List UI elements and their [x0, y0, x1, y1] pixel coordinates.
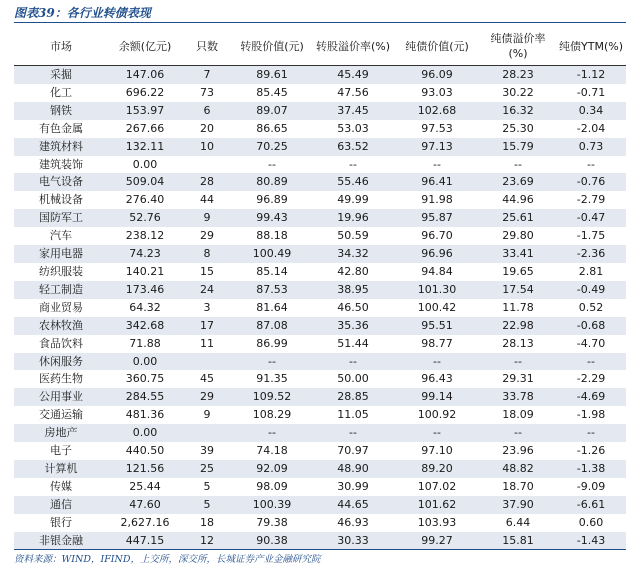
cell-count: 39 [200, 444, 214, 458]
cell-balance: 0.00 [108, 424, 182, 442]
cell-market: 家用电器 [14, 245, 108, 263]
cell-bond-ytm: -- [556, 424, 626, 442]
cell-conversion-value: 89.07 [232, 102, 312, 120]
cell-count [182, 156, 232, 174]
header-count: 只数 [182, 27, 232, 66]
cell-balance: 447.15 [108, 532, 182, 550]
cell-bond-premium: 33.78 [480, 388, 556, 406]
title-rule [14, 22, 626, 23]
cell-bond-ytm: -1.12 [556, 66, 626, 84]
cell-bond-ytm: -1.98 [576, 408, 606, 422]
cell-market: 交通运输 [39, 408, 83, 422]
cell-bond-value: 89.20 [394, 460, 480, 478]
cell-conversion-value: 87.08 [232, 317, 312, 335]
cell-conversion-premium: 46.50 [337, 300, 369, 314]
cell-bond-ytm: -6.61 [556, 496, 626, 514]
cell-bond-premium: 29.80 [502, 229, 534, 243]
cell-bond-value: 99.27 [394, 532, 480, 550]
cell-balance: 360.75 [125, 372, 165, 386]
header-conversion-premium: 转股溢价率(%) [312, 27, 394, 66]
cell-balance: 509.04 [108, 173, 182, 191]
cell-bond-value: 98.77 [421, 336, 453, 350]
cell-count: 29 [182, 388, 232, 406]
cell-count: 8 [182, 245, 232, 263]
cell-conversion-premium: 34.32 [312, 245, 394, 263]
cell-bond-value: 97.13 [394, 138, 480, 156]
cell-balance: 173.46 [108, 281, 182, 299]
table-row [14, 317, 626, 335]
cell-conversion-value: 90.38 [232, 532, 312, 550]
cell-bond-ytm: -0.76 [556, 173, 626, 191]
cell-market: 电气设备 [14, 173, 108, 191]
cell-bond-premium: -- [480, 424, 556, 442]
cell-bond-value: 97.10 [421, 444, 453, 458]
cell-bond-value: 96.09 [394, 66, 480, 84]
cell-bond-value: 96.96 [394, 245, 480, 263]
cell-bond-ytm: -4.69 [556, 388, 626, 406]
cell-market: 食品饮料 [39, 336, 83, 350]
cell-bond-ytm: -2.79 [576, 193, 606, 207]
header-bond-premium [480, 27, 556, 66]
cell-conversion-premium: 30.33 [312, 532, 394, 550]
cell-bond-ytm: -- [556, 353, 626, 371]
table-row [14, 353, 626, 371]
cell-bond-premium: -- [480, 353, 556, 371]
industry-bond-table [14, 27, 626, 550]
cell-bond-premium: 11.78 [502, 300, 534, 314]
table-row [14, 388, 626, 406]
cell-bond-premium: 23.69 [480, 173, 556, 191]
cell-conversion-premium: -- [349, 157, 357, 171]
cell-balance: 25.44 [129, 479, 161, 493]
cell-bond-premium: 15.81 [480, 532, 556, 550]
cell-balance: 238.12 [125, 229, 165, 243]
table-row [14, 496, 626, 514]
cell-bond-premium: 18.70 [502, 479, 534, 493]
cell-balance: 2,627.16 [120, 515, 170, 529]
cell-bond-premium: 29.31 [502, 372, 534, 386]
cell-conversion-value: 108.29 [252, 408, 292, 422]
header-conversion-value: 转股价值(元) [232, 27, 312, 66]
cell-bond-ytm: -0.47 [556, 209, 626, 227]
cell-bond-premium: 33.41 [480, 245, 556, 263]
cell-bond-value: 94.84 [421, 264, 453, 278]
table-row [14, 84, 626, 102]
cell-bond-premium: 48.82 [480, 460, 556, 478]
cell-conversion-value: 98.09 [256, 479, 288, 493]
table-row [14, 263, 626, 281]
cell-bond-value: 100.42 [417, 300, 457, 314]
cell-conversion-premium: 45.49 [312, 66, 394, 84]
cell-balance: 64.32 [129, 300, 161, 314]
cell-bond-premium: 28.23 [480, 66, 556, 84]
cell-bond-value: 102.68 [394, 102, 480, 120]
cell-market: 国防军工 [14, 209, 108, 227]
cell-bond-premium: 22.98 [480, 317, 556, 335]
cell-bond-ytm: -9.09 [576, 479, 606, 493]
cell-conversion-value: -- [268, 157, 276, 171]
cell-conversion-value: 99.43 [232, 209, 312, 227]
cell-market: 公用事业 [14, 388, 108, 406]
cell-bond-premium: -- [514, 157, 522, 171]
cell-conversion-premium: 63.52 [312, 138, 394, 156]
cell-conversion-value: 100.39 [232, 496, 312, 514]
cell-balance: 342.68 [108, 317, 182, 335]
cell-bond-premium: 25.30 [502, 121, 534, 135]
table-row [14, 138, 626, 156]
cell-conversion-value: 109.52 [232, 388, 312, 406]
cell-bond-value: -- [433, 157, 441, 171]
cell-bond-value: 103.93 [417, 515, 457, 529]
cell-bond-value: 93.03 [421, 85, 453, 99]
cell-conversion-premium: 11.05 [337, 408, 369, 422]
cell-conversion-premium: 35.36 [312, 317, 394, 335]
cell-bond-ytm: -0.49 [556, 281, 626, 299]
cell-balance: 0.00 [132, 157, 158, 171]
table-row [14, 120, 626, 138]
cell-market: 房地产 [14, 424, 108, 442]
cell-conversion-value: 96.89 [256, 193, 288, 207]
cell-conversion-premium: 70.97 [337, 444, 369, 458]
cell-bond-value: 101.30 [394, 281, 480, 299]
cell-market: 商业贸易 [39, 300, 83, 314]
cell-count: 5 [203, 479, 211, 493]
cell-bond-ytm: -1.26 [576, 444, 606, 458]
table-row [14, 406, 626, 424]
cell-balance: 481.36 [125, 408, 165, 422]
cell-bond-ytm: -1.43 [556, 532, 626, 550]
cell-bond-value: 96.43 [421, 372, 453, 386]
cell-conversion-value: -- [232, 353, 312, 371]
cell-conversion-value: 80.89 [232, 173, 312, 191]
cell-bond-ytm: 0.73 [556, 138, 626, 156]
cell-bond-ytm: -4.70 [576, 336, 606, 350]
cell-bond-premium: 6.44 [505, 515, 531, 529]
cell-bond-value: 99.14 [394, 388, 480, 406]
table-row [14, 532, 626, 550]
cell-market: 化工 [50, 85, 72, 99]
cell-bond-ytm: 0.52 [578, 300, 604, 314]
cell-bond-value: 95.51 [394, 317, 480, 335]
table-row [14, 335, 626, 353]
table-row [14, 209, 626, 227]
cell-count: 45 [200, 372, 214, 386]
cell-count: 73 [200, 85, 214, 99]
cell-conversion-premium: -- [312, 353, 394, 371]
cell-count: 9 [203, 408, 211, 422]
cell-count: 7 [182, 66, 232, 84]
cell-count: 11 [200, 336, 214, 350]
cell-bond-premium: 16.32 [480, 102, 556, 120]
table-row [14, 281, 626, 299]
table-body [14, 66, 626, 550]
cell-count: 5 [182, 496, 232, 514]
cell-count: 17 [182, 317, 232, 335]
cell-count: 44 [200, 193, 214, 207]
cell-market: 银行 [50, 515, 72, 529]
cell-market: 医药生物 [39, 372, 83, 386]
cell-conversion-value: 100.49 [232, 245, 312, 263]
cell-conversion-value: 81.64 [256, 300, 288, 314]
header-bond-value: 纯债价值(元) [394, 27, 480, 66]
cell-bond-ytm: -- [587, 157, 595, 171]
cell-balance: 71.88 [129, 336, 161, 350]
cell-conversion-premium: 51.44 [337, 336, 369, 350]
cell-count: 18 [200, 515, 214, 529]
table-row [14, 173, 626, 191]
cell-balance: 276.40 [125, 193, 165, 207]
cell-bond-value: -- [394, 353, 480, 371]
cell-conversion-premium: 47.56 [337, 85, 369, 99]
cell-market: 计算机 [14, 460, 108, 478]
cell-bond-premium: 37.90 [480, 496, 556, 514]
table-row [14, 156, 626, 174]
cell-conversion-value: 74.18 [256, 444, 288, 458]
table-row [14, 442, 626, 460]
header-row [14, 27, 626, 66]
cell-count: 28 [182, 173, 232, 191]
cell-market: 休闲服务 [14, 353, 108, 371]
cell-balance: 153.97 [108, 102, 182, 120]
cell-conversion-value: 92.09 [232, 460, 312, 478]
cell-count: 6 [182, 102, 232, 120]
table-row [14, 299, 626, 317]
cell-balance: 121.56 [108, 460, 182, 478]
table-row [14, 227, 626, 245]
cell-conversion-value: 87.53 [232, 281, 312, 299]
table-row [14, 191, 626, 209]
cell-market: 电子 [50, 444, 72, 458]
cell-bond-ytm: 2.81 [578, 264, 604, 278]
cell-market: 农林牧渔 [14, 317, 108, 335]
cell-count: 29 [200, 229, 214, 243]
cell-count: 15 [200, 264, 214, 278]
table-row [14, 514, 626, 532]
cell-balance: 47.60 [108, 496, 182, 514]
cell-conversion-value: 86.99 [256, 336, 288, 350]
cell-bond-premium: 30.22 [502, 85, 534, 99]
cell-market: 有色金属 [39, 121, 83, 135]
source-note: 资料来源：WIND，IFIND，上交所，深交所，长城证券产业金融研究院 [14, 554, 321, 565]
cell-conversion-premium: 50.59 [337, 229, 369, 243]
cell-bond-value: 107.02 [417, 479, 457, 493]
cell-market: 非银金融 [14, 532, 108, 550]
cell-market: 传媒 [50, 479, 72, 493]
cell-bond-ytm: 0.34 [556, 102, 626, 120]
cell-bond-premium: 19.65 [502, 264, 534, 278]
cell-balance: 132.11 [108, 138, 182, 156]
cell-bond-ytm: -1.75 [576, 229, 606, 243]
cell-conversion-premium: 37.45 [312, 102, 394, 120]
cell-conversion-premium: 53.03 [337, 121, 369, 135]
cell-bond-value: 100.92 [417, 408, 457, 422]
cell-market: 建筑材料 [14, 138, 108, 156]
cell-conversion-value: 85.14 [256, 264, 288, 278]
cell-conversion-value: 79.38 [256, 515, 288, 529]
cell-market: 机械设备 [39, 193, 83, 207]
cell-balance: 74.23 [108, 245, 182, 263]
cell-count: 9 [182, 209, 232, 227]
cell-conversion-value: 89.61 [232, 66, 312, 84]
cell-conversion-premium: -- [312, 424, 394, 442]
cell-balance: 696.22 [125, 85, 165, 99]
cell-bond-value: 95.87 [394, 209, 480, 227]
cell-bond-value: 96.70 [421, 229, 453, 243]
cell-bond-ytm: -2.29 [576, 372, 606, 386]
header-bond-premium-line: (%) [508, 47, 528, 60]
cell-conversion-premium: 55.46 [312, 173, 394, 191]
cell-balance: 52.76 [108, 209, 182, 227]
cell-bond-value: 97.53 [421, 121, 453, 135]
cell-market: 通信 [14, 496, 108, 514]
table-row [14, 66, 626, 84]
figure-title: 图表39：各行业转债表现 [14, 6, 151, 20]
cell-bond-premium: 44.96 [502, 193, 534, 207]
cell-bond-ytm: 0.60 [578, 515, 604, 529]
cell-conversion-value: 86.65 [256, 121, 288, 135]
cell-conversion-premium: 38.95 [312, 281, 394, 299]
cell-bond-value: -- [394, 424, 480, 442]
cell-conversion-value: 85.45 [256, 85, 288, 99]
cell-bond-ytm: -0.71 [576, 85, 606, 99]
header-balance: 余额(亿元) [108, 27, 182, 66]
cell-bond-value: 101.62 [394, 496, 480, 514]
table-row [14, 245, 626, 263]
cell-balance: 0.00 [108, 353, 182, 371]
cell-market: 轻工制造 [14, 281, 108, 299]
cell-bond-premium: 17.54 [480, 281, 556, 299]
cell-market: 采掘 [14, 66, 108, 84]
cell-balance: 267.66 [125, 121, 165, 135]
cell-conversion-value: 70.25 [232, 138, 312, 156]
cell-bond-premium: 23.96 [502, 444, 534, 458]
cell-conversion-premium: 49.99 [337, 193, 369, 207]
cell-bond-ytm: -1.38 [556, 460, 626, 478]
header-bond-ytm: 纯债YTM(%) [556, 27, 626, 66]
header-market: 市场 [14, 27, 108, 66]
table-row [14, 370, 626, 388]
cell-balance: 284.55 [108, 388, 182, 406]
cell-market: 钢铁 [14, 102, 108, 120]
cell-bond-premium: 15.79 [480, 138, 556, 156]
cell-count: 20 [200, 121, 214, 135]
table-row [14, 478, 626, 496]
cell-bond-value: 91.98 [421, 193, 453, 207]
cell-market: 建筑装饰 [39, 157, 83, 171]
cell-conversion-premium: 28.85 [312, 388, 394, 406]
cell-count [182, 424, 232, 442]
cell-bond-value: 96.41 [394, 173, 480, 191]
cell-count: 25 [182, 460, 232, 478]
table-row [14, 460, 626, 478]
cell-conversion-premium: 42.80 [337, 264, 369, 278]
cell-bond-premium: 25.61 [480, 209, 556, 227]
cell-market: 汽车 [50, 229, 72, 243]
header-bond-premium-line: 纯债溢价率 [490, 32, 546, 45]
table-row [14, 102, 626, 120]
cell-conversion-premium: 46.93 [337, 515, 369, 529]
cell-balance: 440.50 [125, 444, 165, 458]
cell-market: 纺织服装 [39, 264, 83, 278]
cell-bond-premium: 18.09 [502, 408, 534, 422]
cell-conversion-value: 88.18 [256, 229, 288, 243]
cell-count: 10 [182, 138, 232, 156]
cell-count: 12 [182, 532, 232, 550]
table-row [14, 424, 626, 442]
cell-bond-ytm: -2.36 [556, 245, 626, 263]
cell-bond-ytm: -2.04 [576, 121, 606, 135]
cell-balance: 147.06 [108, 66, 182, 84]
cell-conversion-premium: 50.00 [337, 372, 369, 386]
cell-conversion-value: 91.35 [256, 372, 288, 386]
cell-balance: 140.21 [125, 264, 165, 278]
cell-conversion-premium: 30.99 [337, 479, 369, 493]
cell-bond-ytm: -0.68 [556, 317, 626, 335]
cell-conversion-premium: 19.96 [312, 209, 394, 227]
cell-count [182, 353, 232, 371]
cell-conversion-premium: 44.65 [312, 496, 394, 514]
cell-bond-premium: 28.13 [502, 336, 534, 350]
cell-conversion-premium: 48.90 [312, 460, 394, 478]
cell-conversion-value: -- [232, 424, 312, 442]
cell-count: 3 [203, 300, 211, 314]
cell-count: 24 [182, 281, 232, 299]
